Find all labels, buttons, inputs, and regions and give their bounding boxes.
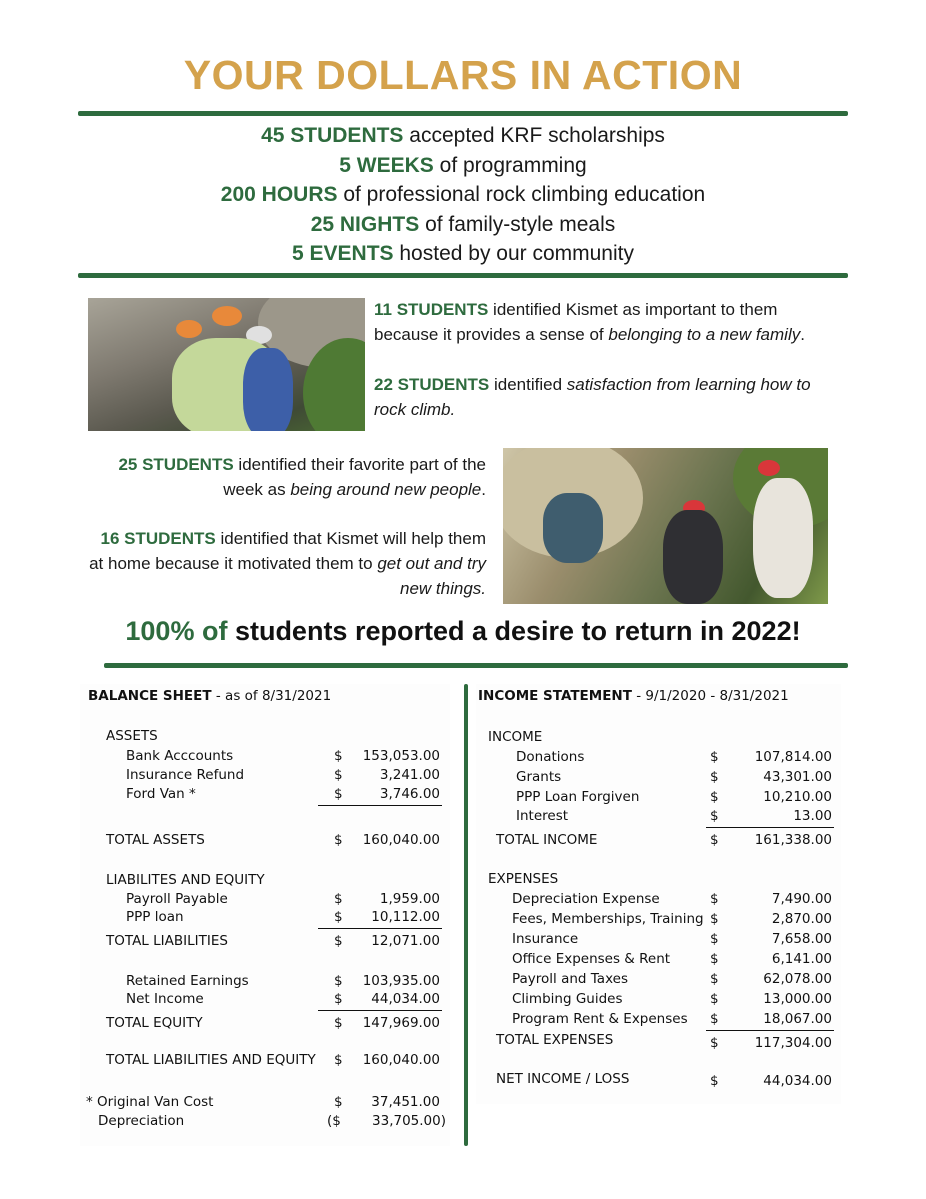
table-row [476, 951, 841, 971]
stat-text: of programming [433, 153, 587, 177]
finding-learning [374, 372, 844, 422]
stat-value: 5 WEEKS [339, 153, 434, 177]
income-label: INCOME [488, 729, 543, 745]
finding-emphasis: get out and try new things. [377, 554, 486, 598]
balance-sheet-date: - as of 8/31/2021 [211, 688, 332, 704]
stat-line [0, 151, 926, 181]
income-statement-header [476, 688, 841, 708]
row-amount: 1,959.00 [379, 891, 440, 907]
table-row [476, 769, 841, 789]
row-amount: 2,870.00 [771, 911, 832, 927]
finding-count: 25 STUDENTS [118, 455, 234, 474]
finding-text: identified Kismet as important to them because it provides a sense of [374, 300, 778, 344]
stat-text: accepted KRF scholarships [403, 124, 665, 147]
row-amount: 153,053.00 [362, 748, 440, 764]
table-row [80, 786, 450, 806]
income-statement-period: - 9/1/2020 - 8/31/2021 [631, 688, 789, 704]
income-statement-title: INCOME STATEMENT [478, 688, 632, 704]
finding-try-new-things [86, 526, 486, 601]
balance-sheet-header [80, 688, 450, 708]
page-title: YOUR DOLLARS IN ACTION [183, 52, 743, 98]
row-amount: 12,071.00 [371, 933, 440, 949]
row-label: PPP loan [126, 909, 184, 925]
table-row [80, 767, 450, 787]
total-row [80, 1052, 450, 1072]
row-currency: $ [710, 971, 719, 987]
finding-text: . [800, 325, 805, 344]
finding-text: . [481, 480, 486, 499]
finding-emphasis: belonging to a new family [608, 325, 801, 344]
row-currency: $ [334, 786, 343, 802]
divider-mid [78, 273, 848, 278]
row-amount: 18,067.00 [763, 1011, 832, 1027]
row-currency: $ [710, 1035, 719, 1051]
row-amount: 37,451.00 [371, 1094, 440, 1110]
finding-text: identified [489, 375, 567, 394]
row-label: TOTAL INCOME [496, 832, 598, 848]
row-currency: $ [710, 931, 719, 947]
row-amount: 13.00 [793, 808, 832, 824]
stat-value: 25 NIGHTS [310, 212, 420, 236]
row-label: PPP Loan Forgiven [516, 789, 640, 805]
liabilities-label: LIABILITES AND EQUITY [106, 872, 265, 888]
row-label: TOTAL EQUITY [106, 1015, 203, 1031]
row-currency: $ [334, 748, 343, 764]
row-currency: $ [334, 1015, 343, 1031]
row-amount: 103,935.00 [362, 973, 440, 989]
stat-line [0, 121, 926, 151]
finding-count: 16 STUDENTS [100, 529, 216, 548]
row-label: Retained Earnings [126, 973, 249, 989]
stat-value: 45 STUDENTS [261, 124, 404, 147]
total-row [80, 933, 450, 953]
row-amount: 160,040.00 [362, 1052, 440, 1068]
table-row [80, 1094, 450, 1114]
finding-emphasis: satisfaction from learning how to rock climb. [374, 375, 811, 419]
stats-list [0, 121, 926, 269]
table-row [476, 891, 841, 911]
row-currency: $ [710, 749, 719, 765]
expenses-label: EXPENSES [488, 871, 559, 887]
row-amount: 3,746.00 [379, 786, 440, 802]
section-label [80, 728, 450, 748]
row-currency: $ [710, 1073, 719, 1089]
row-currency: $ [710, 832, 719, 848]
balance-sheet-title: BALANCE SHEET [88, 688, 212, 704]
section-label [476, 871, 841, 891]
headline-percent: 100% of [125, 616, 228, 646]
row-label: TOTAL LIABILITIES [106, 933, 228, 949]
stat-line [0, 239, 926, 269]
row-currency: $ [710, 808, 719, 824]
stat-text: hosted by our community [393, 242, 634, 265]
helmet-shape [176, 320, 202, 338]
table-row [80, 973, 450, 993]
table-row [80, 909, 450, 929]
row-label: TOTAL LIABILITIES AND EQUITY [106, 1052, 316, 1068]
helmet-shape [212, 306, 242, 326]
person-shape [543, 493, 603, 563]
row-amount: 44,034.00 [371, 991, 440, 1007]
row-currency: $ [710, 891, 719, 907]
row-label: TOTAL EXPENSES [496, 1032, 614, 1048]
students-hugging-photo [88, 298, 365, 431]
statements-divider [464, 684, 468, 1146]
row-currency: $ [334, 973, 343, 989]
table-row [476, 991, 841, 1011]
group-at-crag-photo [503, 448, 828, 604]
row-label: Insurance Refund [126, 767, 245, 783]
balance-sheet [80, 684, 450, 1146]
row-currency: $ [334, 832, 343, 848]
finding-count: 11 STUDENTS [374, 300, 489, 319]
row-amount: 107,814.00 [754, 749, 832, 765]
row-currency: ($ [327, 1113, 341, 1129]
row-label: TOTAL ASSETS [106, 832, 205, 848]
row-label: Net Income [126, 991, 204, 1007]
row-label: Climbing Guides [512, 991, 623, 1007]
row-amount: 160,040.00 [362, 832, 440, 848]
stat-text: of professional rock climbing education [337, 183, 706, 206]
row-label: Program Rent & Expenses [512, 1011, 688, 1027]
stat-value: 5 EVENTS [292, 242, 394, 265]
row-label: Insurance [512, 931, 579, 947]
table-row [80, 891, 450, 911]
divider-bottom [104, 663, 848, 668]
total-row [476, 1032, 841, 1052]
subtotal-rule [706, 1030, 834, 1031]
total-row [80, 1015, 450, 1035]
row-label: Depreciation [98, 1113, 185, 1129]
row-currency: $ [334, 991, 343, 1007]
row-amount: 117,304.00 [754, 1035, 832, 1051]
divider-top [78, 111, 848, 116]
row-amount: 3,241.00 [379, 767, 440, 783]
row-amount: 6,141.00 [771, 951, 832, 967]
subtotal-rule [706, 827, 834, 828]
stat-value: 200 HOURS [220, 183, 338, 206]
finding-belonging [374, 297, 844, 347]
table-row [80, 991, 450, 1011]
row-amount: 13,000.00 [763, 991, 832, 1007]
return-headline [0, 616, 926, 647]
row-amount: 10,210.00 [763, 789, 832, 805]
row-amount: 10,112.00 [371, 909, 440, 925]
row-label: Grants [516, 769, 562, 785]
section-label [80, 872, 450, 892]
table-row [476, 789, 841, 809]
headline-text: students reported a desire to return in 2022! [227, 616, 801, 646]
row-currency: $ [710, 951, 719, 967]
table-row [476, 1011, 841, 1031]
row-currency: $ [710, 1011, 719, 1027]
person-shape [663, 510, 723, 604]
subtotal-rule [318, 805, 442, 806]
row-label: NET INCOME / LOSS [496, 1071, 630, 1087]
subtotal-rule [318, 1010, 442, 1011]
table-row [80, 1113, 450, 1133]
row-currency: $ [334, 933, 343, 949]
row-currency: $ [710, 769, 719, 785]
table-row [476, 931, 841, 951]
table-row [476, 911, 841, 931]
income-statement [476, 684, 841, 1104]
row-amount: 7,490.00 [771, 891, 832, 907]
total-row [476, 832, 841, 852]
person-shape [753, 478, 813, 598]
row-label: Bank Acccounts [126, 748, 234, 764]
row-label: Ford Van * [126, 786, 196, 802]
row-amount: 44,034.00 [763, 1073, 832, 1089]
row-amount: 62,078.00 [763, 971, 832, 987]
row-currency: $ [334, 909, 343, 925]
row-label: Depreciation Expense [512, 891, 660, 907]
stat-line [0, 180, 926, 210]
section-label [476, 729, 841, 749]
row-currency: $ [334, 767, 343, 783]
row-label: Office Expenses & Rent [512, 951, 671, 967]
helmet-shape [758, 460, 780, 476]
subtotal-rule [318, 928, 442, 929]
row-currency: $ [334, 891, 343, 907]
row-currency: $ [710, 789, 719, 805]
table-row [476, 749, 841, 769]
row-amount: 161,338.00 [754, 832, 832, 848]
row-amount: 147,969.00 [362, 1015, 440, 1031]
row-label: Payroll Payable [126, 891, 228, 907]
finding-text: identified that Kismet will help them at home because it motivated them to [89, 529, 486, 573]
row-currency: $ [710, 991, 719, 1007]
person-shape [243, 348, 293, 431]
row-label: * Original Van Cost [86, 1094, 214, 1110]
row-currency: $ [710, 911, 719, 927]
table-row [476, 971, 841, 991]
row-label: Interest [516, 808, 569, 824]
row-label: Fees, Memberships, Training [512, 911, 704, 927]
stat-line [0, 210, 926, 240]
finding-count: 22 STUDENTS [374, 375, 490, 394]
row-amount: 43,301.00 [763, 769, 832, 785]
finding-new-people [86, 452, 486, 502]
row-label: Payroll and Taxes [512, 971, 628, 987]
total-row [476, 1071, 841, 1091]
total-row [80, 832, 450, 852]
finding-emphasis: being around new people [290, 480, 482, 499]
row-amount: 33,705.00) [372, 1113, 446, 1129]
table-row [476, 808, 841, 828]
assets-label: ASSETS [106, 728, 158, 744]
row-currency: $ [334, 1094, 343, 1110]
row-currency: $ [334, 1052, 343, 1068]
row-label: Donations [516, 749, 585, 765]
stat-text: of family-style meals [419, 212, 616, 236]
table-row [80, 748, 450, 768]
row-amount: 7,658.00 [771, 931, 832, 947]
finding-text: identified their favorite part of the week as [223, 455, 486, 499]
